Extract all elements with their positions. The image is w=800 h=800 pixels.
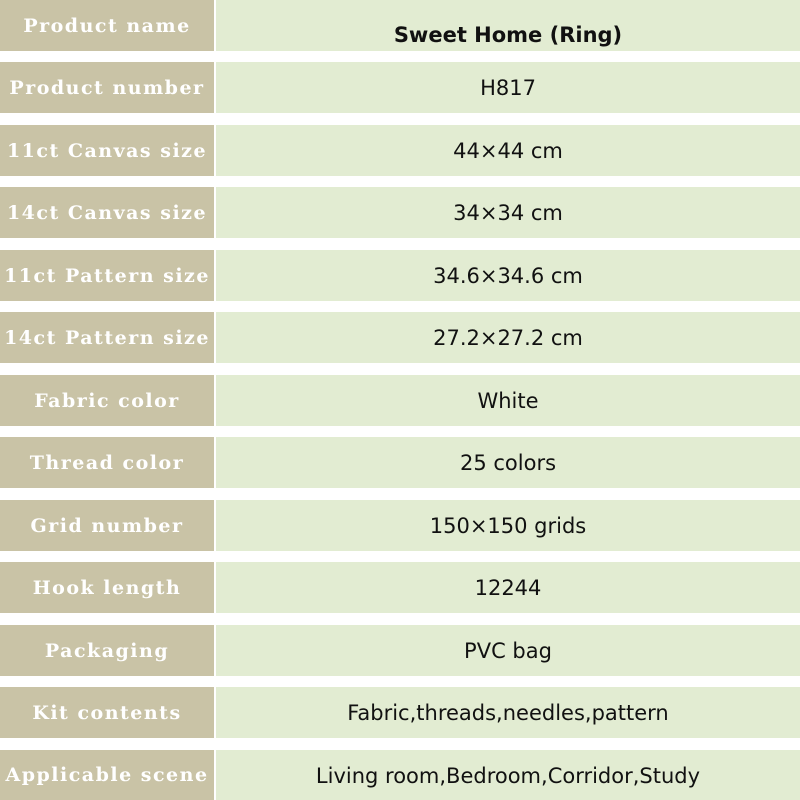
spec-value: H817 (480, 75, 536, 100)
spec-value: White (477, 388, 539, 413)
spec-label-cell (0, 125, 214, 176)
spec-value: Living room,Bedroom,Corridor,Study (315, 764, 701, 788)
spec-label: 11ct Canvas size (6, 139, 208, 162)
spec-label: Thread color (29, 451, 185, 474)
spec-row-grid-number (0, 500, 800, 551)
spec-value-cell (216, 375, 800, 426)
spec-row-fabric-color (0, 375, 800, 426)
spec-label: Kit contents (32, 701, 182, 724)
spec-label-cell (0, 187, 214, 238)
spec-label-cell (0, 375, 214, 426)
spec-value: 25 colors (459, 450, 557, 475)
spec-value-cell (216, 125, 800, 176)
spec-value: 34.6×34.6 cm (433, 263, 583, 288)
product-name-value: Sweet Home (Ring) (393, 23, 623, 47)
spec-label: Product name (23, 14, 191, 37)
spec-row-14ct-canvas-size (0, 187, 800, 238)
spec-label: 14ct Pattern size (4, 326, 210, 349)
spec-label-cell (0, 312, 214, 363)
spec-row-14ct-pattern-size (0, 312, 800, 363)
spec-label: 14ct Canvas size (6, 201, 208, 224)
spec-value: 150×150 grids (429, 513, 587, 538)
spec-value-cell (216, 312, 800, 363)
spec-label: 11ct Pattern size (4, 264, 210, 287)
spec-label-cell (0, 687, 214, 738)
spec-label: Hook length (32, 576, 182, 599)
spec-label-cell (0, 0, 214, 51)
spec-value: PVC bag (464, 638, 552, 663)
spec-label-cell (0, 562, 214, 613)
spec-label: Product number (9, 76, 205, 99)
spec-value-cell (216, 562, 800, 613)
spec-row-11ct-pattern-size (0, 250, 800, 301)
spec-label: Fabric color (34, 389, 180, 412)
spec-value: 27.2×27.2 cm (433, 325, 583, 350)
spec-label: Grid number (30, 514, 184, 537)
spec-label-cell (0, 62, 214, 113)
spec-value: 12244 (474, 575, 542, 600)
spec-value-cell (216, 437, 800, 488)
spec-value: 34×34 cm (453, 200, 563, 225)
spec-value-cell (216, 0, 800, 51)
spec-label-cell (0, 250, 214, 301)
spec-row-kit-contents (0, 687, 800, 738)
spec-label-cell (0, 750, 214, 800)
spec-row-applicable-scene (0, 750, 800, 800)
spec-value-cell (216, 187, 800, 238)
spec-row-thread-color (0, 437, 800, 488)
spec-row-11ct-canvas-size (0, 125, 800, 176)
spec-label: Packaging (44, 639, 170, 662)
spec-row-hook-length (0, 562, 800, 613)
spec-value-cell (216, 750, 800, 800)
spec-label-cell (0, 437, 214, 488)
spec-label-cell (0, 625, 214, 676)
spec-row-product-number (0, 62, 800, 113)
spec-value: Fabric,threads,needles,pattern (347, 700, 669, 725)
spec-value: 44×44 cm (453, 138, 563, 163)
spec-value-cell (216, 625, 800, 676)
spec-row-packaging (0, 625, 800, 676)
spec-value-cell (216, 687, 800, 738)
spec-value-cell (216, 500, 800, 551)
spec-value-cell (216, 250, 800, 301)
spec-row-product-name (0, 0, 800, 51)
spec-label-cell (0, 500, 214, 551)
spec-value-cell (216, 62, 800, 113)
spec-label: Applicable scene (5, 764, 209, 786)
